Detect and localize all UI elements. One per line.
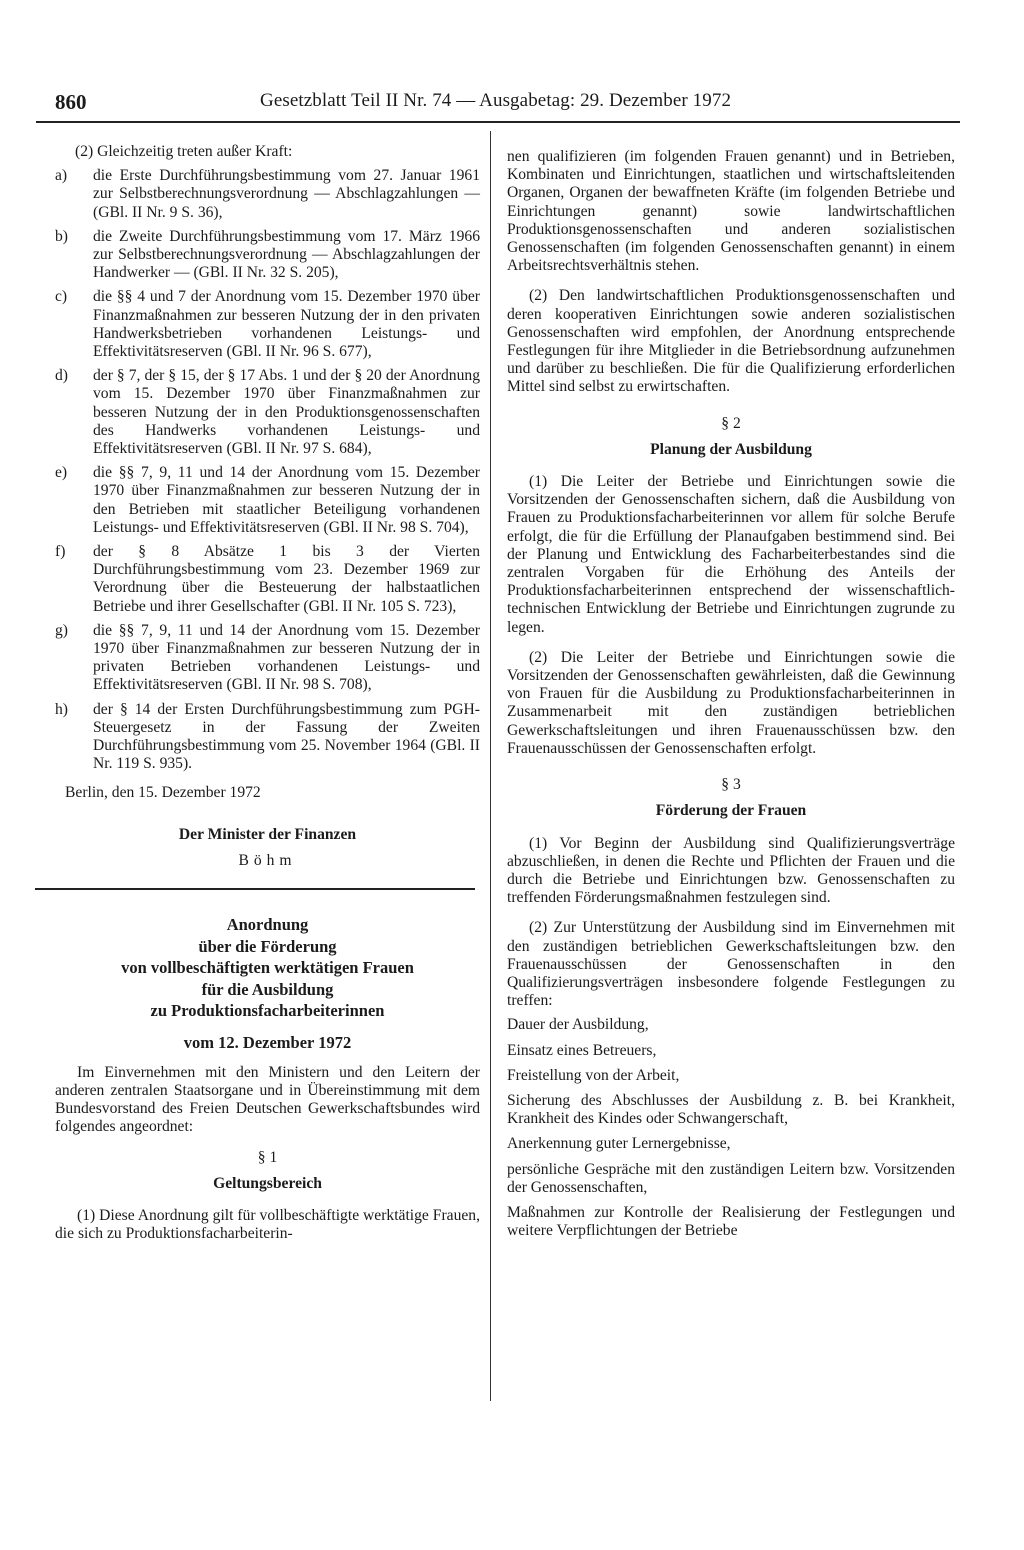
- left-column: [55, 143, 480, 1255]
- section-rule: [35, 888, 475, 890]
- minister-name: Böhm: [238, 851, 297, 869]
- item-label: g): [55, 621, 68, 639]
- preamble: Im Einvernehmen mit den Ministern und den Leitern der anderen zentralen Staatsorgane und in Übereinstimmung mit dem Bundesvorstand des Freien Deutschen Gewerkschaftsbundes wird folgendes angeordnet:: [55, 1063, 480, 1136]
- item-text: der § 8 Absätze 1 bis 3 der Vierten Durchführungsbestimmung vom 23. Dezember 1969 zur Verordnung über die Besteuerung der halbstaatlichen Betriebe und ihrer Gesellschafter (GBl. II Nr. 105 S. 723),: [93, 543, 480, 615]
- list-item: Dauer der Ausbildung,: [507, 1016, 649, 1034]
- paragraph: (1) Vor Beginn der Ausbildung sind Qualifizierungsverträge abzuschließen, in denen die Rechte und Pflichten der Frauen und die durch die Betriebe und Einrichtungen bzw. Genossenschaften zu treffenden Förderungsmaßnahmen festzulegen sind.: [507, 834, 955, 907]
- list-item: [55, 367, 480, 458]
- header-rule: [36, 121, 960, 123]
- item-text: der § 14 der Ersten Durchführungsbestimmung zum PGH-Steuergesetz in der Fassung der Zweiten Durchführungsbestimmung vom 25. November 1964 (GBl. II Nr. 119 S. 935).: [93, 700, 480, 773]
- paragraph: (1) Diese Anordnung gilt für vollbeschäftigte werktätige Frauen, die sich zu Produktionsfacharbeiterin-: [55, 1207, 480, 1243]
- section-title: Planung der Ausbildung: [650, 440, 812, 458]
- place-date: Berlin, den 15. Dezember 1972: [65, 783, 261, 801]
- paragraph: (2) Die Leiter der Betriebe und Einrichtungen sowie die Vorsitzenden der Genossenschaften gewährleisten, daß die Gewinnung von Frauen für die Ausbildung zu Produktionsfacharbeiterinnen in Zusammenarbeit mit den zuständigen betrieblichen Gewerkschaftsleitungen und ihren Frauenausschüssen bzw. den Frauenausschüssen der Genossenschaften erfolgt.: [507, 648, 955, 757]
- list-item: [55, 167, 480, 222]
- item-label: d): [55, 367, 68, 385]
- paragraph: (2) Den landwirtschaftlichen Produktionsgenossenschaften und deren kooperativen Einrichtungen sowie anderen sozialistischen Genossenschaften wird empfohlen, der Anordnung entsprechende Festlegungen für ihre Mitglieder in die Betriebsordnung aufzunehmen und darüber zu beschließen. Die für die Qualifizierung erforderlichen Mittel sind selbst zu erwirtschaften.: [507, 287, 955, 396]
- item-label: a): [55, 167, 68, 185]
- item-text: die §§ 7, 9, 11 und 14 der Anordnung vom 15. Dezember 1970 über Finanzmaßnahmen zur besseren Nutzung der in privaten Betrieben vorhandenen Leistungs- und Effektivitätsreserven (GBl. II Nr. 98 S. 708),: [93, 621, 480, 694]
- title-line: von vollbeschäftigten werktätigen Frauen: [121, 958, 414, 978]
- item-label: e): [55, 464, 68, 482]
- list-item: [55, 622, 480, 695]
- list-item: [55, 701, 480, 774]
- list-item: Maßnahmen zur Kontrolle der Realisierung der Festlegungen und weitere Verpflichtungen der Betriebe: [507, 1203, 955, 1240]
- section-number: § 1: [257, 1148, 278, 1166]
- repeal-intro: (2) Gleichzeitig treten außer Kraft:: [75, 143, 293, 160]
- list-item: [55, 543, 480, 616]
- list-item: [55, 288, 480, 361]
- list-item: [55, 464, 480, 537]
- title-line: zu Produktionsfacharbeiterinnen: [150, 1001, 385, 1021]
- item-text: die §§ 4 und 7 der Anordnung vom 15. Dezember 1970 über Finanzmaßnahmen zur besseren Nutzung der in den privaten Handwerksbetrieben vorhandenen Leistungs- und Effektivitätsreserven (GBl. II Nr. 96 S. 677),: [93, 288, 480, 361]
- title-line: über die Förderung: [198, 936, 337, 956]
- list-item: Freistellung von der Arbeit,: [507, 1066, 680, 1084]
- column-divider: [490, 131, 491, 1401]
- section-title: Geltungsbereich: [213, 1174, 322, 1192]
- section-title: Förderung der Frauen: [655, 802, 807, 820]
- minister-title: Der Minister der Finanzen: [178, 825, 357, 843]
- item-text: die Erste Durchführungsbestimmung vom 27. Januar 1961 zur Selbstberechnungsverordnung — Abschlagzahlungen — (GBl. II Nr. 9 S. 36),: [93, 167, 480, 221]
- right-column: [507, 148, 955, 1247]
- title-line: für die Ausbildung: [201, 979, 334, 999]
- list-item: Einsatz eines Betreuers,: [507, 1041, 657, 1059]
- list-item: [55, 228, 480, 283]
- item-label: b): [55, 227, 68, 245]
- running-head: Gesetzblatt Teil II Nr. 74 — Ausgabetag: 29. Dezember 1972: [260, 90, 732, 111]
- list-item: Sicherung des Abschlusses der Ausbildung z. B. bei Krankheit, Krankheit des Kindes oder Schwangerschaft,: [507, 1091, 955, 1128]
- list-item: persönliche Gespräche mit den zuständigen Leitern bzw. Vorsitzenden der Genossenschaften,: [507, 1160, 955, 1196]
- item-label: c): [55, 288, 68, 306]
- section-number: § 3: [721, 776, 741, 794]
- title-line: Anordnung: [226, 915, 309, 935]
- paragraph: (1) Die Leiter der Betriebe und Einrichtungen sowie die Vorsitzenden der Genossenschaften sichern, daß die Ausbildung von Frauen zu Produktionsfacharbeiterinnen vor allem für solche Berufe erfolgt, die für die Erfüllung der Planaufgaben bestimmend sind. Bei der Planung und Entwicklung des Facharbeiterbestandes sind die zentralen Vorgaben für die Erhöhung des Anteils der Produktionsfacharbeiterinnen entsprechend der wissenschaftlich-technischen Entwicklung der Betriebe und Einrichtungen zugrunde zu legen.: [507, 473, 955, 636]
- item-label: h): [55, 700, 68, 718]
- paragraph: nen qualifizieren (im folgenden Frauen genannt) und in Betrieben, Kombinaten und Einrichtungen, staatlichen und wirtschaftsleitenden Organen, Organen der bewaffneten Kräfte (im folgenden Betriebe und Einrichtungen genannt) sowie landwirtschaftlichen Produktionsgenossenschaften und anderen sozialistischen Genossenschaften (im folgenden Genossenschaften genannt) in einem Arbeitsrechtsverhältnis stehen.: [507, 148, 955, 275]
- item-text: der § 7, der § 15, der § 17 Abs. 1 und der § 20 der Anordnung vom 15. Dezember 1970 über Finanzmaßnahmen zur besseren Nutzung der in den Produktionsgenossenschaften des Handwerks vorhandenen Leistungs- und Effektivitätsreserven (GBl. II Nr. 97 S. 684),: [93, 367, 480, 458]
- list-item: Anerkennung guter Lernergebnisse,: [507, 1135, 731, 1153]
- ordinance-title: [55, 914, 480, 1022]
- section-number: § 2: [721, 414, 741, 432]
- paragraph: (2) Zur Unterstützung der Ausbildung sind im Einvernehmen mit den zuständigen betrieblichen Gewerkschaftsleitungen bzw. den Frauenausschüssen der Genossenschaften in den Qualifizierungsverträgen insbesondere folgende Festlegungen zu treffen:: [507, 919, 955, 1010]
- page-header: [55, 90, 960, 120]
- ordinance-date: vom 12. Dezember 1972: [183, 1032, 352, 1052]
- item-text: die Zweite Durchführungsbestimmung vom 17. März 1966 zur Selbstberechnungsverordnung — Abschlagzahlungen der Handwerker — (GBl. II Nr. 32 S. 205),: [93, 227, 480, 282]
- item-text: die §§ 7, 9, 11 und 14 der Anordnung vom 15. Dezember 1970 über Finanzmaßnahmen zur besseren Nutzung der in den Betrieben mit staatlicher Beteiligung vorhandenen Leistungs- und Effektivitätsreserven (GBl. II Nr. 98 S. 704),: [93, 464, 480, 536]
- item-label: f): [55, 543, 66, 561]
- page-number: 860: [55, 90, 87, 114]
